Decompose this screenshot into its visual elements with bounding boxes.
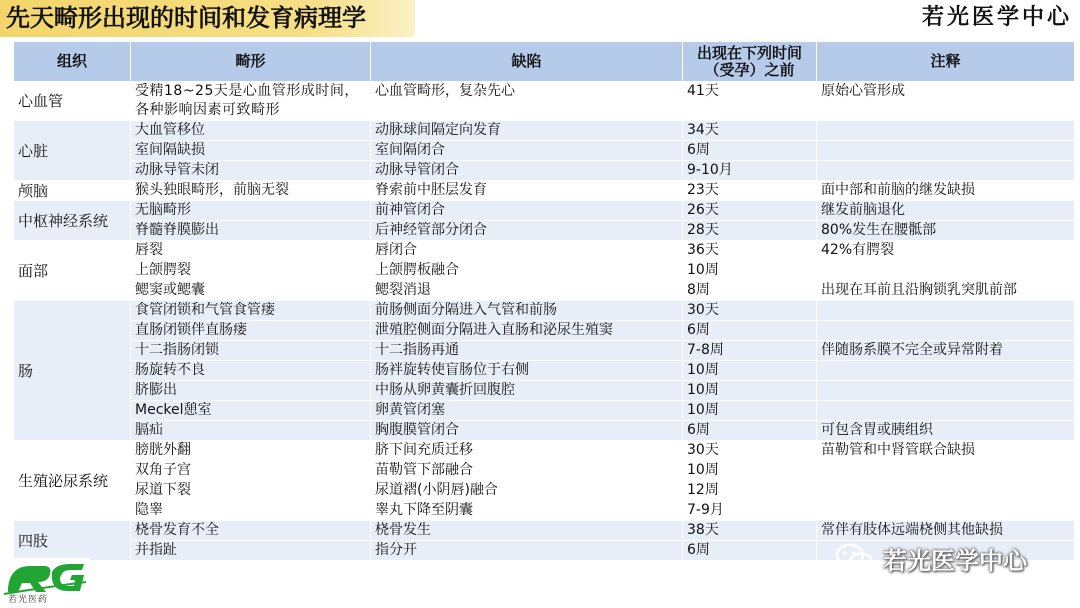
anomaly-cell: 十二指肠闭锁: [131, 341, 371, 361]
timing-cell: 26天: [683, 201, 817, 221]
anomaly-cell: 膀胱外翻: [131, 441, 371, 461]
note-cell: 面中部和前脑的继发缺损: [817, 181, 1075, 201]
table-header-row: [14, 42, 1075, 82]
note-cell: 出现在耳前且沿胸锁乳突肌前部: [817, 281, 1075, 301]
defect-cell: 脊索前中胚层发育: [371, 181, 683, 201]
table-row: [14, 221, 1075, 241]
table-row: [14, 261, 1075, 281]
anomaly-cell: 受精18~25天是心血管形成时间，各种影响因素可致畸形: [131, 82, 371, 121]
table-row: [14, 341, 1075, 361]
wechat-icon: [835, 542, 875, 574]
organ-cell: 肠: [14, 301, 131, 441]
note-cell: 伴随肠系膜不完全或异常附着: [817, 341, 1075, 361]
defect-cell: 唇闭合: [371, 241, 683, 261]
title-bar: [0, 0, 415, 37]
timing-cell: 34天: [683, 121, 817, 141]
anomaly-cell: 隐睾: [131, 501, 371, 521]
anomaly-cell: 脊髓脊膜膨出: [131, 221, 371, 241]
table-row: [14, 501, 1075, 521]
anomaly-cell: 直肠闭锁伴直肠瘘: [131, 321, 371, 341]
header-anomaly: 畸形: [131, 42, 371, 82]
table-row: [14, 361, 1075, 381]
table-row: [14, 441, 1075, 461]
anomaly-cell: 肠旋转不良: [131, 361, 371, 381]
anomaly-cell: 鳃窦或鳃囊: [131, 281, 371, 301]
note-cell: 苗勒管和中肾管联合缺损: [817, 441, 1075, 461]
note-cell: [817, 381, 1075, 401]
anomaly-cell: 并指趾: [131, 541, 371, 561]
table-row: [14, 281, 1075, 301]
table-row: [14, 481, 1075, 501]
defect-cell: 胸腹膜管闭合: [371, 421, 683, 441]
defect-cell: 指分开: [371, 541, 683, 561]
note-cell: [817, 261, 1075, 281]
table-row: [14, 461, 1075, 481]
defect-cell: 鳃裂消退: [371, 281, 683, 301]
timing-cell: 41天: [683, 82, 817, 121]
note-cell: [817, 501, 1075, 521]
organ-cell: 四肢: [14, 521, 131, 561]
defect-cell: 桡骨发生: [371, 521, 683, 541]
anomaly-cell: 食管闭锁和气管食管瘘: [131, 301, 371, 321]
defect-cell: 泄殖腔侧面分隔进入直肠和泌尿生殖窦: [371, 321, 683, 341]
timing-cell: 38天: [683, 521, 817, 541]
table-row: [14, 141, 1075, 161]
defect-cell: 睾丸下降至阴囊: [371, 501, 683, 521]
logo-text: 若光医药: [8, 595, 49, 605]
timing-cell: 10周: [683, 461, 817, 481]
organ-cell: 中枢神经系统: [14, 201, 131, 241]
table-row: [14, 241, 1075, 261]
defect-cell: 苗勒管下部融合: [371, 461, 683, 481]
timing-cell: 6周: [683, 321, 817, 341]
defect-cell: 心血管畸形，复杂先心: [371, 82, 683, 121]
anomaly-cell: 桡骨发育不全: [131, 521, 371, 541]
note-cell: 原始心管形成: [817, 82, 1075, 121]
note-cell: [817, 121, 1075, 141]
anomaly-cell: 唇裂: [131, 241, 371, 261]
timing-cell: 7-8周: [683, 341, 817, 361]
header-organ: 组织: [14, 42, 131, 82]
timing-cell: 30天: [683, 301, 817, 321]
organ-cell: 心血管: [14, 82, 131, 121]
table-row: [14, 121, 1075, 141]
note-cell: [817, 481, 1075, 501]
organ-cell: 心脏: [14, 121, 131, 181]
anomaly-cell: 大血管移位: [131, 121, 371, 141]
anomaly-cell: 室间隔缺损: [131, 141, 371, 161]
defect-cell: 前肠侧面分隔进入气管和前肠: [371, 301, 683, 321]
table-body: [14, 82, 1075, 561]
defect-cell: 上颌腭板融合: [371, 261, 683, 281]
defect-cell: 中肠从卵黄囊折回腹腔: [371, 381, 683, 401]
defect-cell: 十二指肠再通: [371, 341, 683, 361]
defect-cell: 前神管闭合: [371, 201, 683, 221]
timing-cell: 36天: [683, 241, 817, 261]
header-note: 注释: [817, 42, 1075, 82]
anomaly-cell: Meckel憩室: [131, 401, 371, 421]
anomaly-cell: 动脉导管未闭: [131, 161, 371, 181]
timing-cell: 8周: [683, 281, 817, 301]
note-cell: [817, 461, 1075, 481]
defect-cell: 肠袢旋转使盲肠位于右侧: [371, 361, 683, 381]
table-row: [14, 181, 1075, 201]
table-row: [14, 401, 1075, 421]
timing-cell: 6周: [683, 541, 817, 561]
table-row: [14, 321, 1075, 341]
anomaly-cell: 无脑畸形: [131, 201, 371, 221]
table-row: [14, 301, 1075, 321]
table-row: [14, 201, 1075, 221]
defect-cell: 卵黄管闭塞: [371, 401, 683, 421]
defect-cell: 室间隔闭合: [371, 141, 683, 161]
header-defect: 缺陷: [371, 42, 683, 82]
slide-title: 先天畸形出现的时间和发育病理学: [6, 4, 366, 32]
table-row: [14, 82, 1075, 121]
anomaly-cell: 膈疝: [131, 421, 371, 441]
timing-cell: 12周: [683, 481, 817, 501]
note-cell: [817, 361, 1075, 381]
defect-cell: 脐下间充质迁移: [371, 441, 683, 461]
table-row: [14, 161, 1075, 181]
timing-cell: 7-9月: [683, 501, 817, 521]
anomaly-cell: 脐膨出: [131, 381, 371, 401]
watermark-text: 若光医学中心: [883, 546, 1027, 575]
timing-cell: 28天: [683, 221, 817, 241]
brand-name: 若光医学中心: [921, 4, 1072, 30]
defect-cell: 动脉球间隔定向发育: [371, 121, 683, 141]
anomaly-cell: 双角子宫: [131, 461, 371, 481]
timing-cell: 10周: [683, 381, 817, 401]
anomaly-table: [13, 41, 1075, 561]
note-cell: [817, 401, 1075, 421]
note-cell: 可包含胃或胰组织: [817, 421, 1075, 441]
timing-cell: 9-10月: [683, 161, 817, 181]
anomaly-cell: 上颌腭裂: [131, 261, 371, 281]
anomaly-cell: 尿道下裂: [131, 481, 371, 501]
defect-cell: 后神经管部分闭合: [371, 221, 683, 241]
defect-cell: 尿道褶(小阴唇)融合: [371, 481, 683, 501]
note-cell: 继发前脑退化: [817, 201, 1075, 221]
organ-cell: 生殖泌尿系统: [14, 441, 131, 521]
organ-cell: 面部: [14, 241, 131, 301]
note-cell: [817, 321, 1075, 341]
note-cell: 80%发生在腰骶部: [817, 221, 1075, 241]
watermark: [835, 538, 1027, 578]
note-cell: 常伴有肢体远端桡侧其他缺损: [817, 521, 1075, 541]
timing-cell: 23天: [683, 181, 817, 201]
organ-cell: 颅脑: [14, 181, 131, 201]
timing-cell: 30天: [683, 441, 817, 461]
anomaly-cell: 猴头独眼畸形，前脑无裂: [131, 181, 371, 201]
table-row: [14, 421, 1075, 441]
timing-cell: 10周: [683, 361, 817, 381]
timing-cell: 10周: [683, 401, 817, 421]
note-cell: [817, 141, 1075, 161]
table-row: [14, 381, 1075, 401]
note-cell: [817, 301, 1075, 321]
header-timing: 出现在下列时间（受孕）之前: [683, 42, 817, 82]
timing-cell: 6周: [683, 421, 817, 441]
note-cell: [817, 161, 1075, 181]
timing-cell: 6周: [683, 141, 817, 161]
defect-cell: 动脉导管闭合: [371, 161, 683, 181]
timing-cell: 10周: [683, 261, 817, 281]
note-cell: 42%有腭裂: [817, 241, 1075, 261]
